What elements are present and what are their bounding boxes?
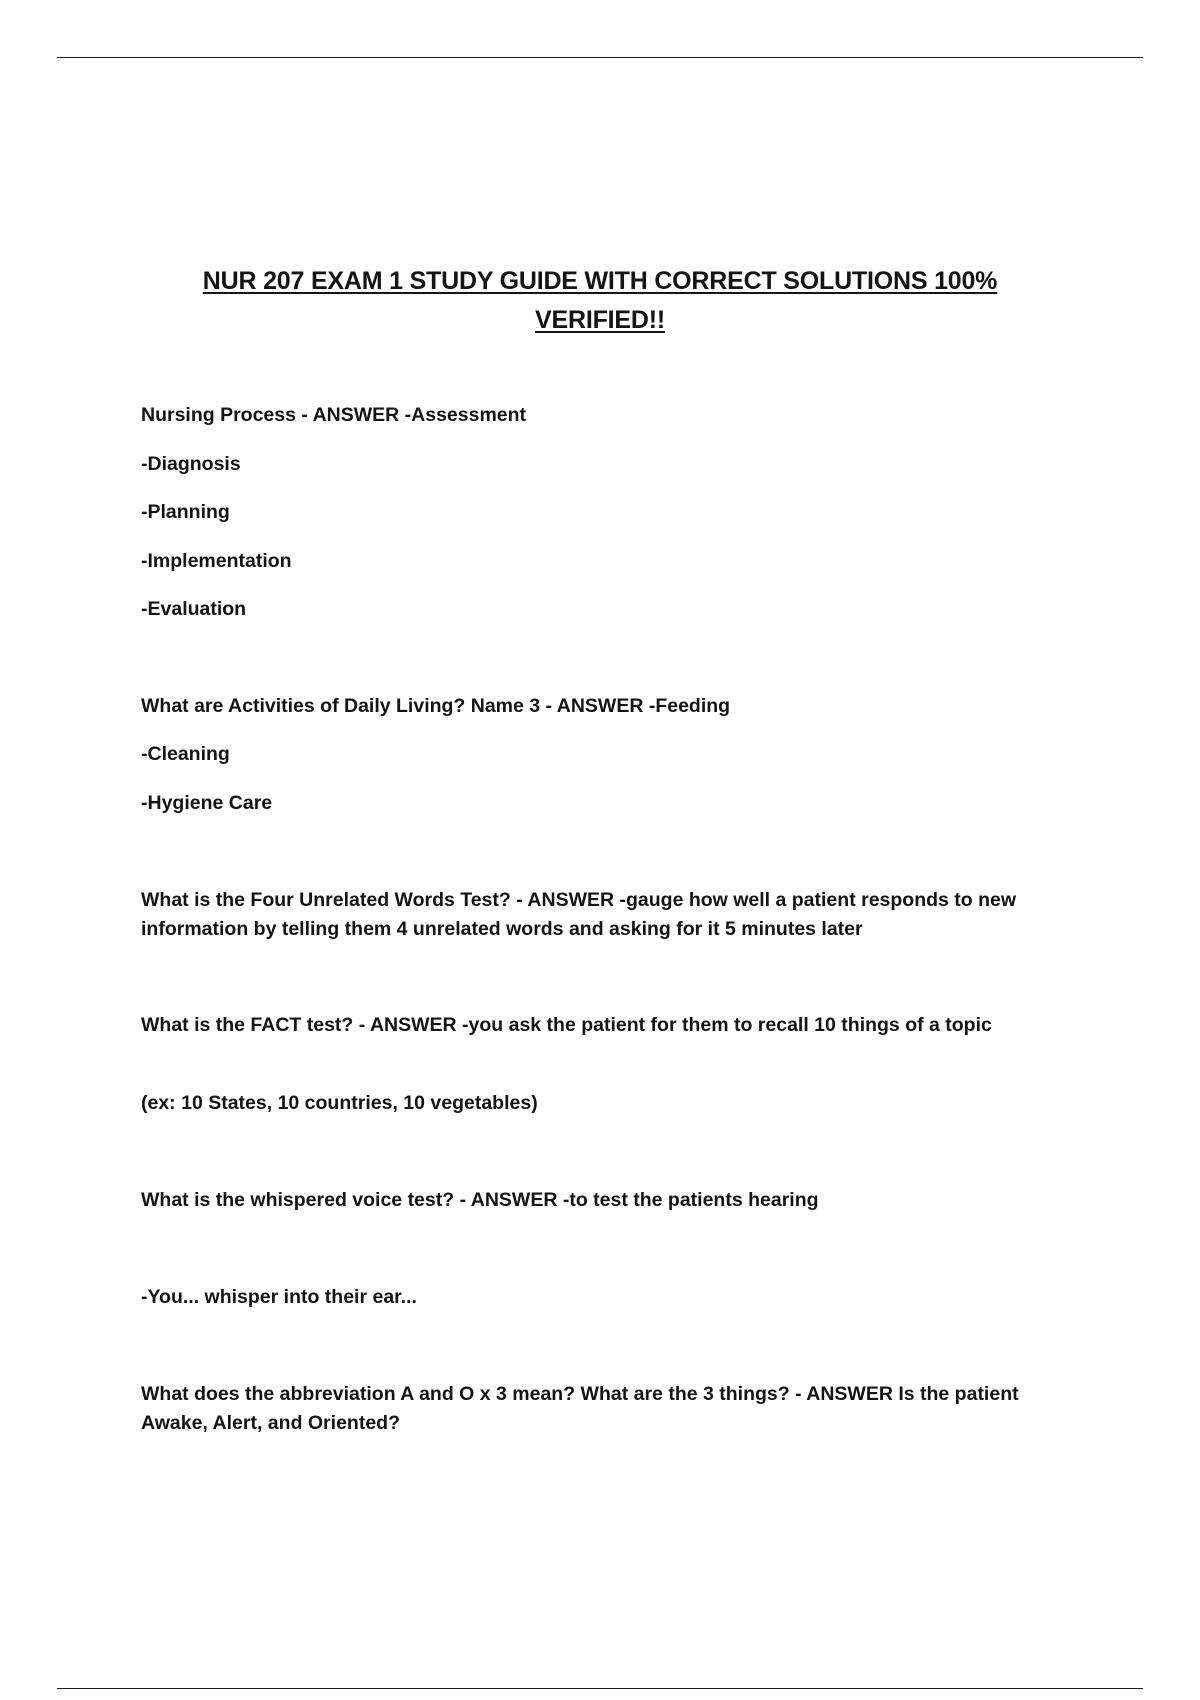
- list-item-cleaning: -Cleaning: [141, 743, 230, 765]
- top-rule: [57, 57, 1143, 58]
- list-item-diagnosis: -Diagnosis: [141, 453, 241, 475]
- list-item-implementation: -Implementation: [141, 550, 292, 572]
- document-title: NUR 207 EXAM 1 STUDY GUIDE WITH CORRECT SOLUTIONS 100% VERIFIED!!: [202, 267, 998, 334]
- bottom-rule: [57, 1688, 1143, 1689]
- qa-whispered-voice-test: What is the whispered voice test? - ANSWER -to test the patients hearing: [141, 1189, 819, 1211]
- list-item-evaluation: -Evaluation: [141, 598, 247, 620]
- qa-activities-daily-living: What are Activities of Daily Living? Name 3 - ANSWER -Feeding: [141, 695, 731, 717]
- qa-fact-test: What is the FACT test? - ANSWER -you ask the patient for them to recall 10 things of a topic: [141, 1014, 992, 1036]
- whisper-note: -You... whisper into their ear...: [141, 1286, 417, 1308]
- qa-four-unrelated-words: What is the Four Unrelated Words Test? - ANSWER -gauge how well a patient responds to new information by telling them 4 unrelated words and asking for it 5 minutes later: [141, 889, 1017, 940]
- fact-test-example: (ex: 10 States, 10 countries, 10 vegetables): [141, 1092, 538, 1114]
- qa-a-and-o-x3: What does the abbreviation A and O x 3 mean? What are the 3 things? - ANSWER Is the patient Awake, Alert, and Oriented?: [141, 1383, 1019, 1434]
- qa-nursing-process: Nursing Process - ANSWER -Assessment: [141, 404, 527, 426]
- list-item-hygiene-care: -Hygiene Care: [141, 792, 273, 814]
- list-item-planning: -Planning: [141, 501, 230, 523]
